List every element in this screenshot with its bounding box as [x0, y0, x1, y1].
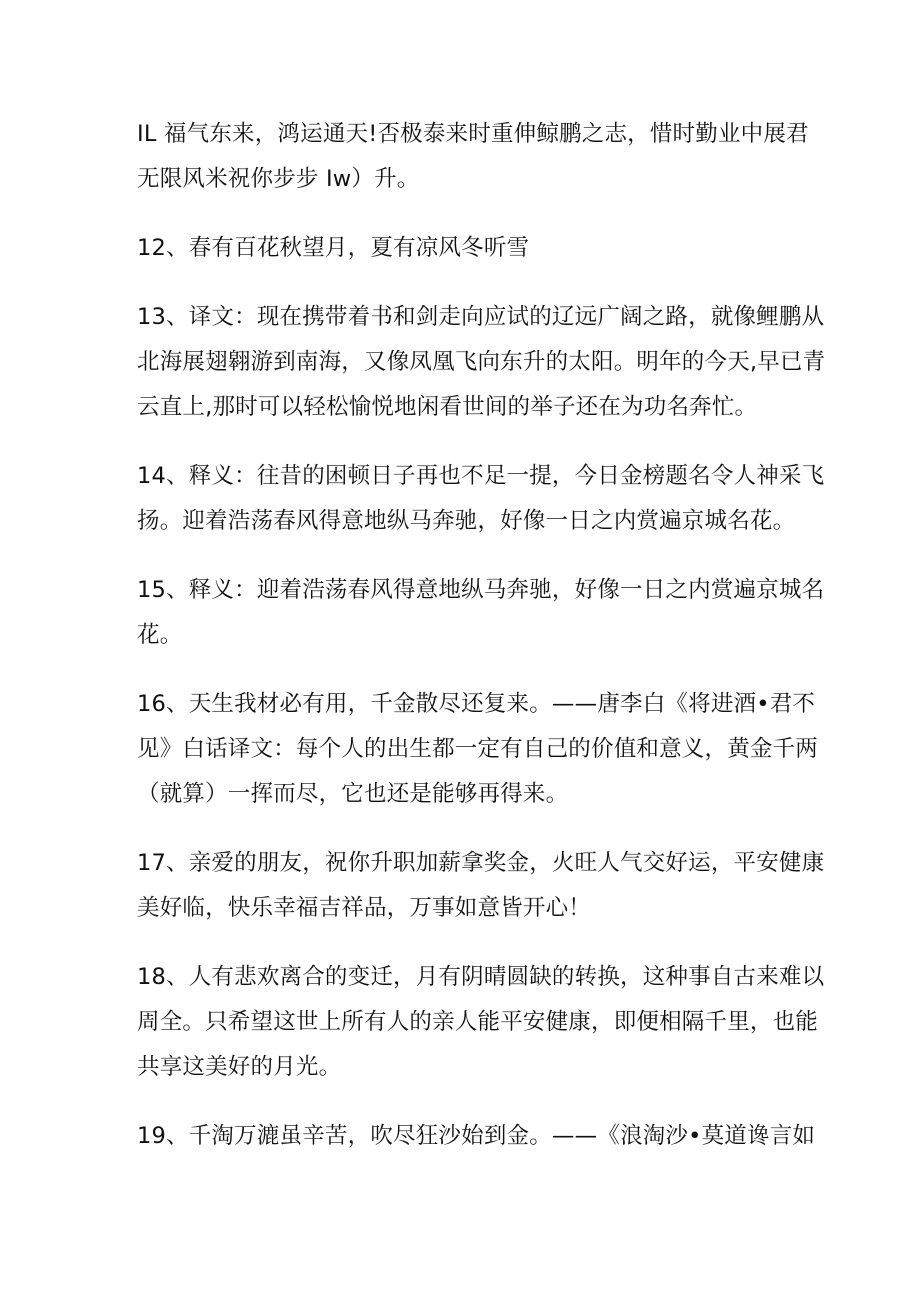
text-line: 19、千淘万漉虽辛苦，吹尽狂沙始到金。——《浪淘沙•莫道谗言如 — [137, 1123, 816, 1149]
text-line: 扬。迎着浩荡春风得意地纵马奔驰，好像一日之内赏遍京城名花。 — [137, 508, 796, 534]
document-body — [137, 112, 826, 1183]
text-line: 共享这美好的月光。 — [137, 1054, 342, 1080]
paragraph-12 — [137, 226, 797, 271]
text-line: 无限风米祝你步步 Iw）升。 — [137, 166, 420, 192]
paragraph-17 — [137, 841, 825, 931]
text-line: 12、春有百花秋望月，夏有凉风冬听雪 — [137, 235, 530, 261]
text-line: 见》白话译文：每个人的出生都一定有自己的价值和意义，黄金千两 — [137, 736, 819, 762]
paragraph-13 — [137, 295, 826, 430]
paragraph-11 — [137, 112, 809, 202]
text-line: （就算）一挥而尽，它也还是能够再得来。 — [137, 781, 569, 807]
text-line: 花。 — [137, 622, 183, 648]
text-line: 18、人有悲欢离合的变迁，月有阴晴圆缺的转换，这种事自古来难以 — [137, 964, 825, 990]
text-line: 14、释义：往昔的困顿日子再也不足一提，今日金榜题名令人神采飞 — [137, 463, 825, 489]
text-line: 美好临，快乐幸福吉祥品，万事如意皆开心！ — [137, 895, 592, 921]
paragraph-15 — [137, 568, 825, 658]
paragraph-18 — [137, 955, 825, 1090]
text-line: IL 福气东来，鸿运通天!否极泰来时重伸鲸鹏之志，惜时勤业中展君 — [137, 121, 809, 147]
paragraph-16 — [137, 682, 819, 817]
text-line: 云直上,那时可以轻松愉悦地闲看世间的举子还在为功名奔忙。 — [137, 394, 758, 420]
text-line: 16、天生我材必有用，千金散尽还复来。——唐李白《将进酒•君不 — [137, 691, 816, 717]
text-line: 周全。只希望这世上所有人的亲人能平安健康，即便相隔千里，也能 — [137, 1009, 819, 1035]
paragraph-14 — [137, 454, 825, 544]
text-line: 17、亲爱的朋友，祝你升职加薪拿奖金，火旺人气交好运，平安健康 — [137, 850, 825, 876]
text-line: 15、释义：迎着浩荡春风得意地纵马奔驰，好像一日之内赏遍京城名 — [137, 577, 825, 603]
text-line: 北海展翅翱游到南海，又像凤凰飞向东升的太阳。明年的今天,早已青 — [137, 349, 826, 375]
paragraph-19 — [137, 1114, 816, 1159]
text-line: 13、译文：现在携带着书和剑走向应试的辽远广阔之路，就像鲤鹏从 — [137, 304, 825, 330]
